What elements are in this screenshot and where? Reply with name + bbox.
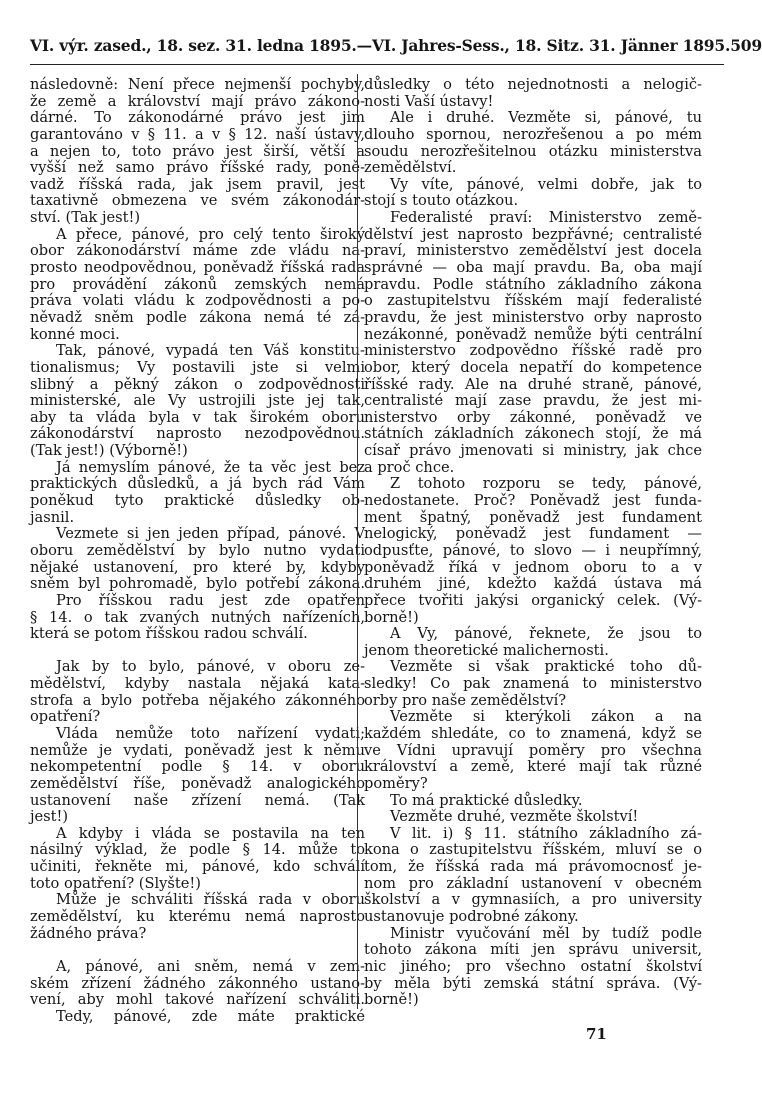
text-line: borně!) <box>364 608 419 626</box>
text-line: vení, aby mohl takové nařízení schváliti. <box>30 991 365 1009</box>
text-line: ve Vídni upravují poměry pro všechna <box>364 741 702 759</box>
text-line: jest!) <box>30 808 69 826</box>
text-line: prosto neodpovědnou, poněvadž říšská rada <box>30 259 365 277</box>
text-line: Vezmete si jen jeden případ, pánové. V <box>56 525 365 543</box>
text-line: garantováno v § 11. a v § 12. naší ústavy, <box>30 125 365 143</box>
text-line: poměry? <box>364 774 428 792</box>
text-line: nedostanete. Proč? Poněvadž jest funda- <box>364 492 702 510</box>
text-line: mědělství, kdyby nastala nějaká kata- <box>30 675 365 693</box>
text-line: zemědělství. <box>364 159 457 177</box>
text-line: násilný výklad, že podle § 14. může to <box>30 841 365 859</box>
text-line: dělství jest naprosto bezpřávné; centralisté <box>364 225 702 243</box>
text-line: A přece, pánové, pro celý tento široký <box>56 225 365 243</box>
text-line: aby ta vláda byla v tak širokém oboru <box>30 408 365 426</box>
text-line: a proč chce. <box>364 458 455 476</box>
text-line: nezákonné, poněvadž nemůže býti centrální <box>364 325 702 343</box>
text-line: obor, který docela nepatří do kompetence <box>364 358 702 376</box>
text-line: slibný a pěkný zákon o zodpovědnosti <box>30 375 365 393</box>
text-line: druhém jiné, kdežto každá ústava má <box>364 575 702 593</box>
text-line: Může je schváliti říšská rada v oboru <box>56 891 365 909</box>
text-line: správné — oba mají pravdu. Ba, oba mají <box>364 259 702 277</box>
sheet-number: 71 <box>586 1025 607 1043</box>
text-line: Ministr vyučování měl by tudíž podle <box>390 924 702 942</box>
text-line: která se potom říšskou radou schválí. <box>30 625 308 643</box>
text-line: by měla býti zemská státní správa. (Vý- <box>364 974 702 992</box>
text-line: školství a v gymnasiích, a pro university <box>364 891 702 909</box>
text-line: ství. (Tak jest!) <box>30 209 141 227</box>
text-line: císař právo jmenovati si ministry, jak chce <box>364 442 702 460</box>
text-line: Vy víte, pánové, velmi dobře, jak to <box>390 175 702 193</box>
text-line: ustanovení naše zřízení nemá. (Tak <box>30 791 365 809</box>
text-line: kona o zastupitelstvu říšském, mluví se o <box>364 841 702 859</box>
text-line: nic jiného; pro všechno ostatní školství <box>364 957 702 975</box>
text-line: sledky! Co pak znamená to ministerstvo <box>364 675 702 693</box>
text-line: Pro říšskou radu jest zde opatřen <box>56 591 365 609</box>
text-line: To má praktické důsledky. <box>390 791 583 809</box>
text-line: přece tvořiti jakýsi organický celek. (Vý- <box>364 591 702 609</box>
text-line: toto opatření? (Slyšte!) <box>30 874 201 892</box>
text-line: nekompetentní podle § 14. v oboru <box>30 758 365 776</box>
text-line: pravdu, že jest ministerstvo orby naprosto <box>364 308 702 326</box>
header-german: VI. Jahres-Sess., 18. Sitz. 31. Jänner 1895. <box>371 35 731 55</box>
text-line: poněvadž říká v jednom oboru to a v <box>364 558 702 576</box>
text-line: borně!) <box>364 991 419 1009</box>
text-line: praktických důsledků, a já bych rád Vám <box>30 475 365 493</box>
text-line: oboru zemědělství by bylo nutno vydati <box>30 541 365 559</box>
text-line: o zastupitelstvu říšském mají federalisté <box>364 292 702 310</box>
text-line: zákonodárství naprosto nezodpovědnou. <box>30 425 365 443</box>
text-line: ministerské, ale Vy ustrojili jste jej tak, <box>30 392 365 410</box>
text-line: Vezměte si kterýkoli zákon a na <box>390 708 702 726</box>
text-line: sněm byl pohromadě, bylo potřebí zákona. <box>30 575 365 593</box>
paragraph-gap <box>30 643 365 660</box>
text-line: § 14. o tak zvaných nutných nařízeních, <box>30 608 365 626</box>
text-line: ustanovuje podrobné zákony. <box>364 908 579 926</box>
text-line: nemůže je vydati, poněvadž jest k němu <box>30 741 365 759</box>
text-line: A kdyby i vláda se postavila na ten <box>56 824 365 842</box>
text-line: tionalismus; Vy postavili jste si velmi <box>30 358 365 376</box>
text-line: dárné. To zákonodárné právo jest jim <box>30 109 365 127</box>
header-separator: — <box>356 35 372 55</box>
text-line: nelogický, poněvadž jest fundament — <box>364 525 702 543</box>
text-line: jenom theoretické malichernosti. <box>364 641 609 659</box>
text-line: strofa a bylo potřeba nějakého zákonného <box>30 691 365 709</box>
text-line: pravdu. Podle státního základního zákona <box>364 275 702 293</box>
text-line: státních základních zákonech stojí, že má <box>364 425 702 443</box>
text-line: jasnil. <box>30 508 75 526</box>
column-divider <box>357 74 358 1009</box>
text-line: Z tohoto rozporu se tedy, pánové, <box>390 475 702 493</box>
text-line: Vezměte druhé, vezměte školství! <box>390 808 639 826</box>
text-line: stojí s touto otázkou. <box>364 192 519 210</box>
text-line: orby pro naše zemědělství? <box>364 691 567 709</box>
text-line: království a země, které mají tak různé <box>364 758 702 776</box>
text-line: Federalisté praví: Ministerstvo země- <box>390 209 702 227</box>
header-czech: VI. výr. zased., 18. sez. 31. ledna 1895. <box>30 35 357 55</box>
text-line: zemědělství říše, poněvadž analogického <box>30 774 365 792</box>
text-line: důsledky o této nejednotnosti a nelogič- <box>364 76 702 93</box>
text-line: Ale i druhé. Vezměte si, pánové, tu <box>390 109 702 127</box>
text-line: taxativně obmezena ve svém zákonodár- <box>30 192 365 210</box>
text-line: něvadž sněm podle zákona nemá té zá- <box>30 308 365 326</box>
text-line: ministerstvo zodpovědno říšské radě pro <box>364 342 702 360</box>
text-line: Já nemyslím pánové, že ta věc jest bez <box>56 458 365 476</box>
text-line: a nejen to, toto právo jest širší, větší a <box>30 142 365 160</box>
header-rule <box>30 64 724 65</box>
text-line: Jak by to bylo, pánové, v oboru ze- <box>56 658 365 676</box>
text-line: V lit. i) § 11. státního základního zá- <box>390 824 702 842</box>
text-line: vyšší než samo právo říšské rady, poně- <box>30 159 365 177</box>
paragraph-gap <box>30 942 365 959</box>
text-line: A, pánové, ani sněm, nemá v zem- <box>56 957 365 975</box>
text-line: Vláda nemůže toto nařízení vydati; <box>56 724 365 742</box>
text-line: Vezměte si však praktické toho dů- <box>390 658 702 676</box>
text-line: nom pro základní ustanovení v obecném <box>364 874 702 892</box>
text-line: Tedy, pánové, zde máte praktické <box>56 1007 365 1025</box>
text-line: konné moci. <box>30 325 120 343</box>
header-page-number: 509 <box>730 35 762 55</box>
text-line: soudu nerozřešitelnou otázku ministerstva <box>364 142 702 160</box>
text-line: práva volati vládu k zodpovědnosti a po- <box>30 292 365 310</box>
running-header <box>30 28 762 62</box>
text-line: vadž říšská rada, jak jsem pravil, jest <box>30 175 365 193</box>
text-line: pro provádění zákonů zemských nemá <box>30 275 365 293</box>
text-line: praví, ministerstvo zemědělství jest docela <box>364 242 702 260</box>
text-line: poněkud tyto praktické důsledky ob- <box>30 492 365 510</box>
text-line: opatření? <box>30 708 101 726</box>
right-column <box>364 77 702 1009</box>
text-line: (Tak jest!) (Výborně!) <box>30 442 188 460</box>
text-line: nosti Vaší ústavy! <box>364 92 494 110</box>
text-line: žádného práva? <box>30 924 147 942</box>
text-line: A Vy, pánové, řeknete, že jsou to <box>390 625 702 643</box>
text-line: nisterstvo orby zákonné, poněvadž ve <box>364 408 702 426</box>
text-line: tom, že říšská rada má právomocnosť je- <box>364 858 702 876</box>
text-line: že země a království mají právo zákono- <box>30 92 365 110</box>
text-line: nějaké ustanovení, pro které by, kdyby <box>30 558 365 576</box>
text-line: Tak, pánové, vypadá ten Váš konstitu- <box>56 342 365 360</box>
text-line: dlouho spornou, nerozřešenou a po mém <box>364 125 702 143</box>
text-line: centralisté mají zase pravdu, že jest mi- <box>364 392 702 410</box>
text-line: zemědělství, ku kterému nemá naprosto <box>30 908 365 926</box>
left-column <box>30 77 365 1026</box>
text-line: odpusťte, pánové, to slovo — i neupřímný, <box>364 541 702 559</box>
text-line: tohoto zákona míti jen správu universit, <box>364 941 702 959</box>
text-line: následovně: Není přece nejmenší pochyby, <box>30 76 365 93</box>
text-line: učiniti, řekněte mi, pánové, kdo schválí <box>30 858 365 876</box>
text-line: říšské rady. Ale na druhé straně, pánové, <box>364 375 702 393</box>
text-line: obor zákonodárství máme zde vládu na- <box>30 242 365 260</box>
text-line: ském zřízení žádného zákonného ustano- <box>30 974 365 992</box>
text-line: každém shledáte, co to znamená, když se <box>364 724 702 742</box>
text-line: ment špatný, poněvadž jest fundament <box>364 508 702 526</box>
